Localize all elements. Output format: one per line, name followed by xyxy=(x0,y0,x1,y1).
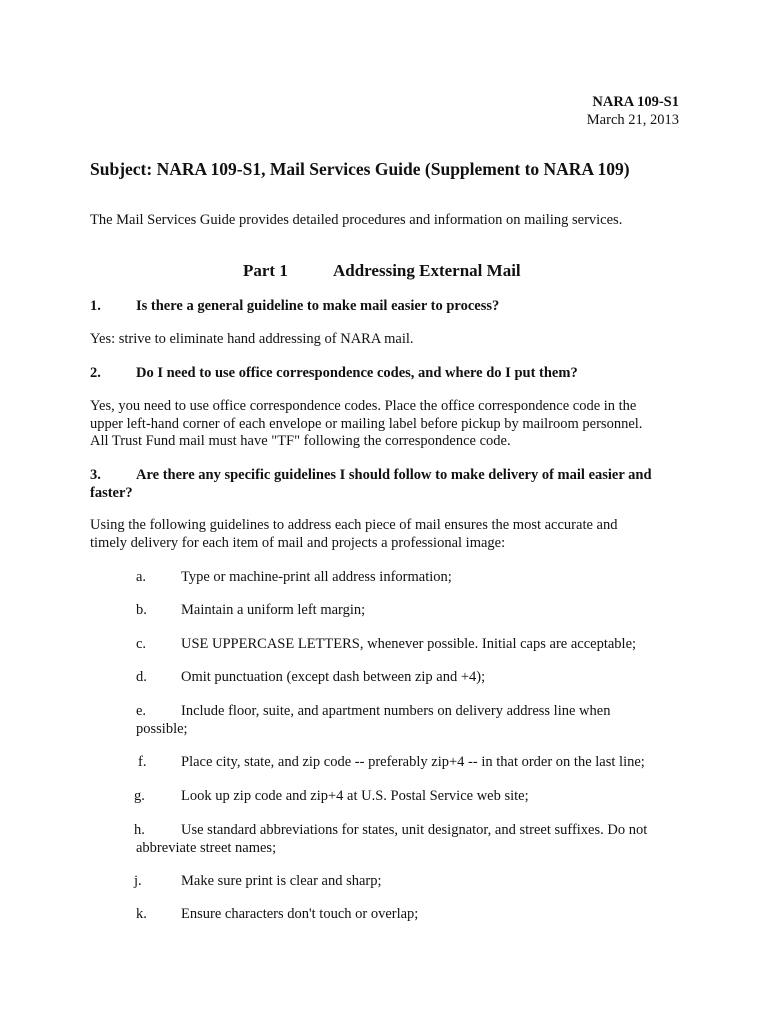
answer-line: timely delivery for each item of mail and projects a professional image: xyxy=(90,534,506,551)
list-item-letter: j. xyxy=(134,873,142,889)
subject-line: Subject: NARA 109-S1, Mail Services Guide (Supplement to NARA 109) xyxy=(90,159,630,179)
list-item-letter: c. xyxy=(136,636,147,652)
list-item-text: Maintain a uniform left margin; xyxy=(181,602,366,618)
question-text: Do I need to use office correspondence codes, and where do I put them? xyxy=(136,365,578,381)
answer-line: All Trust Fund mail must have "TF" following the correspondence code. xyxy=(90,433,511,449)
list-item-letter: h. xyxy=(134,822,145,838)
question-text-continued: faster? xyxy=(90,485,133,501)
part-number: Part 1 xyxy=(243,261,288,280)
list-item-letter: k. xyxy=(136,906,147,922)
question-number: 2. xyxy=(90,365,101,381)
question-text: Are there any specific guidelines I should follow to make delivery of mail easier and xyxy=(136,467,652,483)
document-id: NARA 109-S1 xyxy=(592,94,679,110)
document-header xyxy=(587,93,679,129)
answer-line: Yes: strive to eliminate hand addressing of NARA mail. xyxy=(90,331,414,347)
list-item-text: USE UPPERCASE LETTERS, whenever possible. Initial caps are acceptable; xyxy=(181,636,637,652)
list-item-text: Omit punctuation (except dash between zip and +4); xyxy=(181,669,486,685)
list-item-text: Type or machine-print all address information; xyxy=(181,569,452,585)
question-number: 3. xyxy=(90,467,101,483)
list-item-text: Make sure print is clear and sharp; xyxy=(181,873,382,889)
answer-paragraph xyxy=(90,398,690,451)
list-item-text: Include floor, suite, and apartment numbers on delivery address line when xyxy=(181,703,611,719)
question-text: Is there a general guideline to make mail easier to process? xyxy=(136,298,500,314)
list-item-text: Look up zip code and zip+4 at U.S. Postal Service web site; xyxy=(181,788,529,804)
list-item-letter: e. xyxy=(136,703,147,719)
answer-paragraph xyxy=(90,331,690,349)
answer-line: Yes, you need to use office correspondence codes. Place the office correspondence code in the xyxy=(90,398,637,414)
list-item-letter: d. xyxy=(136,669,147,685)
document-date: March 21, 2013 xyxy=(586,112,679,128)
list-item-text: Ensure characters don't touch or overlap; xyxy=(181,906,419,922)
list-item-text-continued: abbreviate street names; xyxy=(136,840,277,856)
list-item-letter: a. xyxy=(136,569,147,585)
answer-line: upper left-hand corner of each envelope or mailing label before pickup by mailroom personnel. xyxy=(90,415,643,432)
list-item-text-continued: possible; xyxy=(136,721,188,737)
list-item-text: Use standard abbreviations for states, unit designator, and street suffixes. Do not xyxy=(181,822,648,838)
list-item-letter: g. xyxy=(134,788,145,804)
intro-paragraph: The Mail Services Guide provides detailed procedures and information on mailing services. xyxy=(90,212,623,228)
answer-paragraph xyxy=(90,517,690,552)
answer-line: Using the following guidelines to address each piece of mail ensures the most accurate and xyxy=(90,517,618,533)
list-item-text: Place city, state, and zip code -- preferably zip+4 -- in that order on the last line; xyxy=(181,754,645,770)
question-number: 1. xyxy=(90,298,101,314)
list-item-letter: b. xyxy=(136,602,147,618)
part-title: Addressing External Mail xyxy=(333,261,521,280)
list-item-letter: f. xyxy=(138,754,147,770)
